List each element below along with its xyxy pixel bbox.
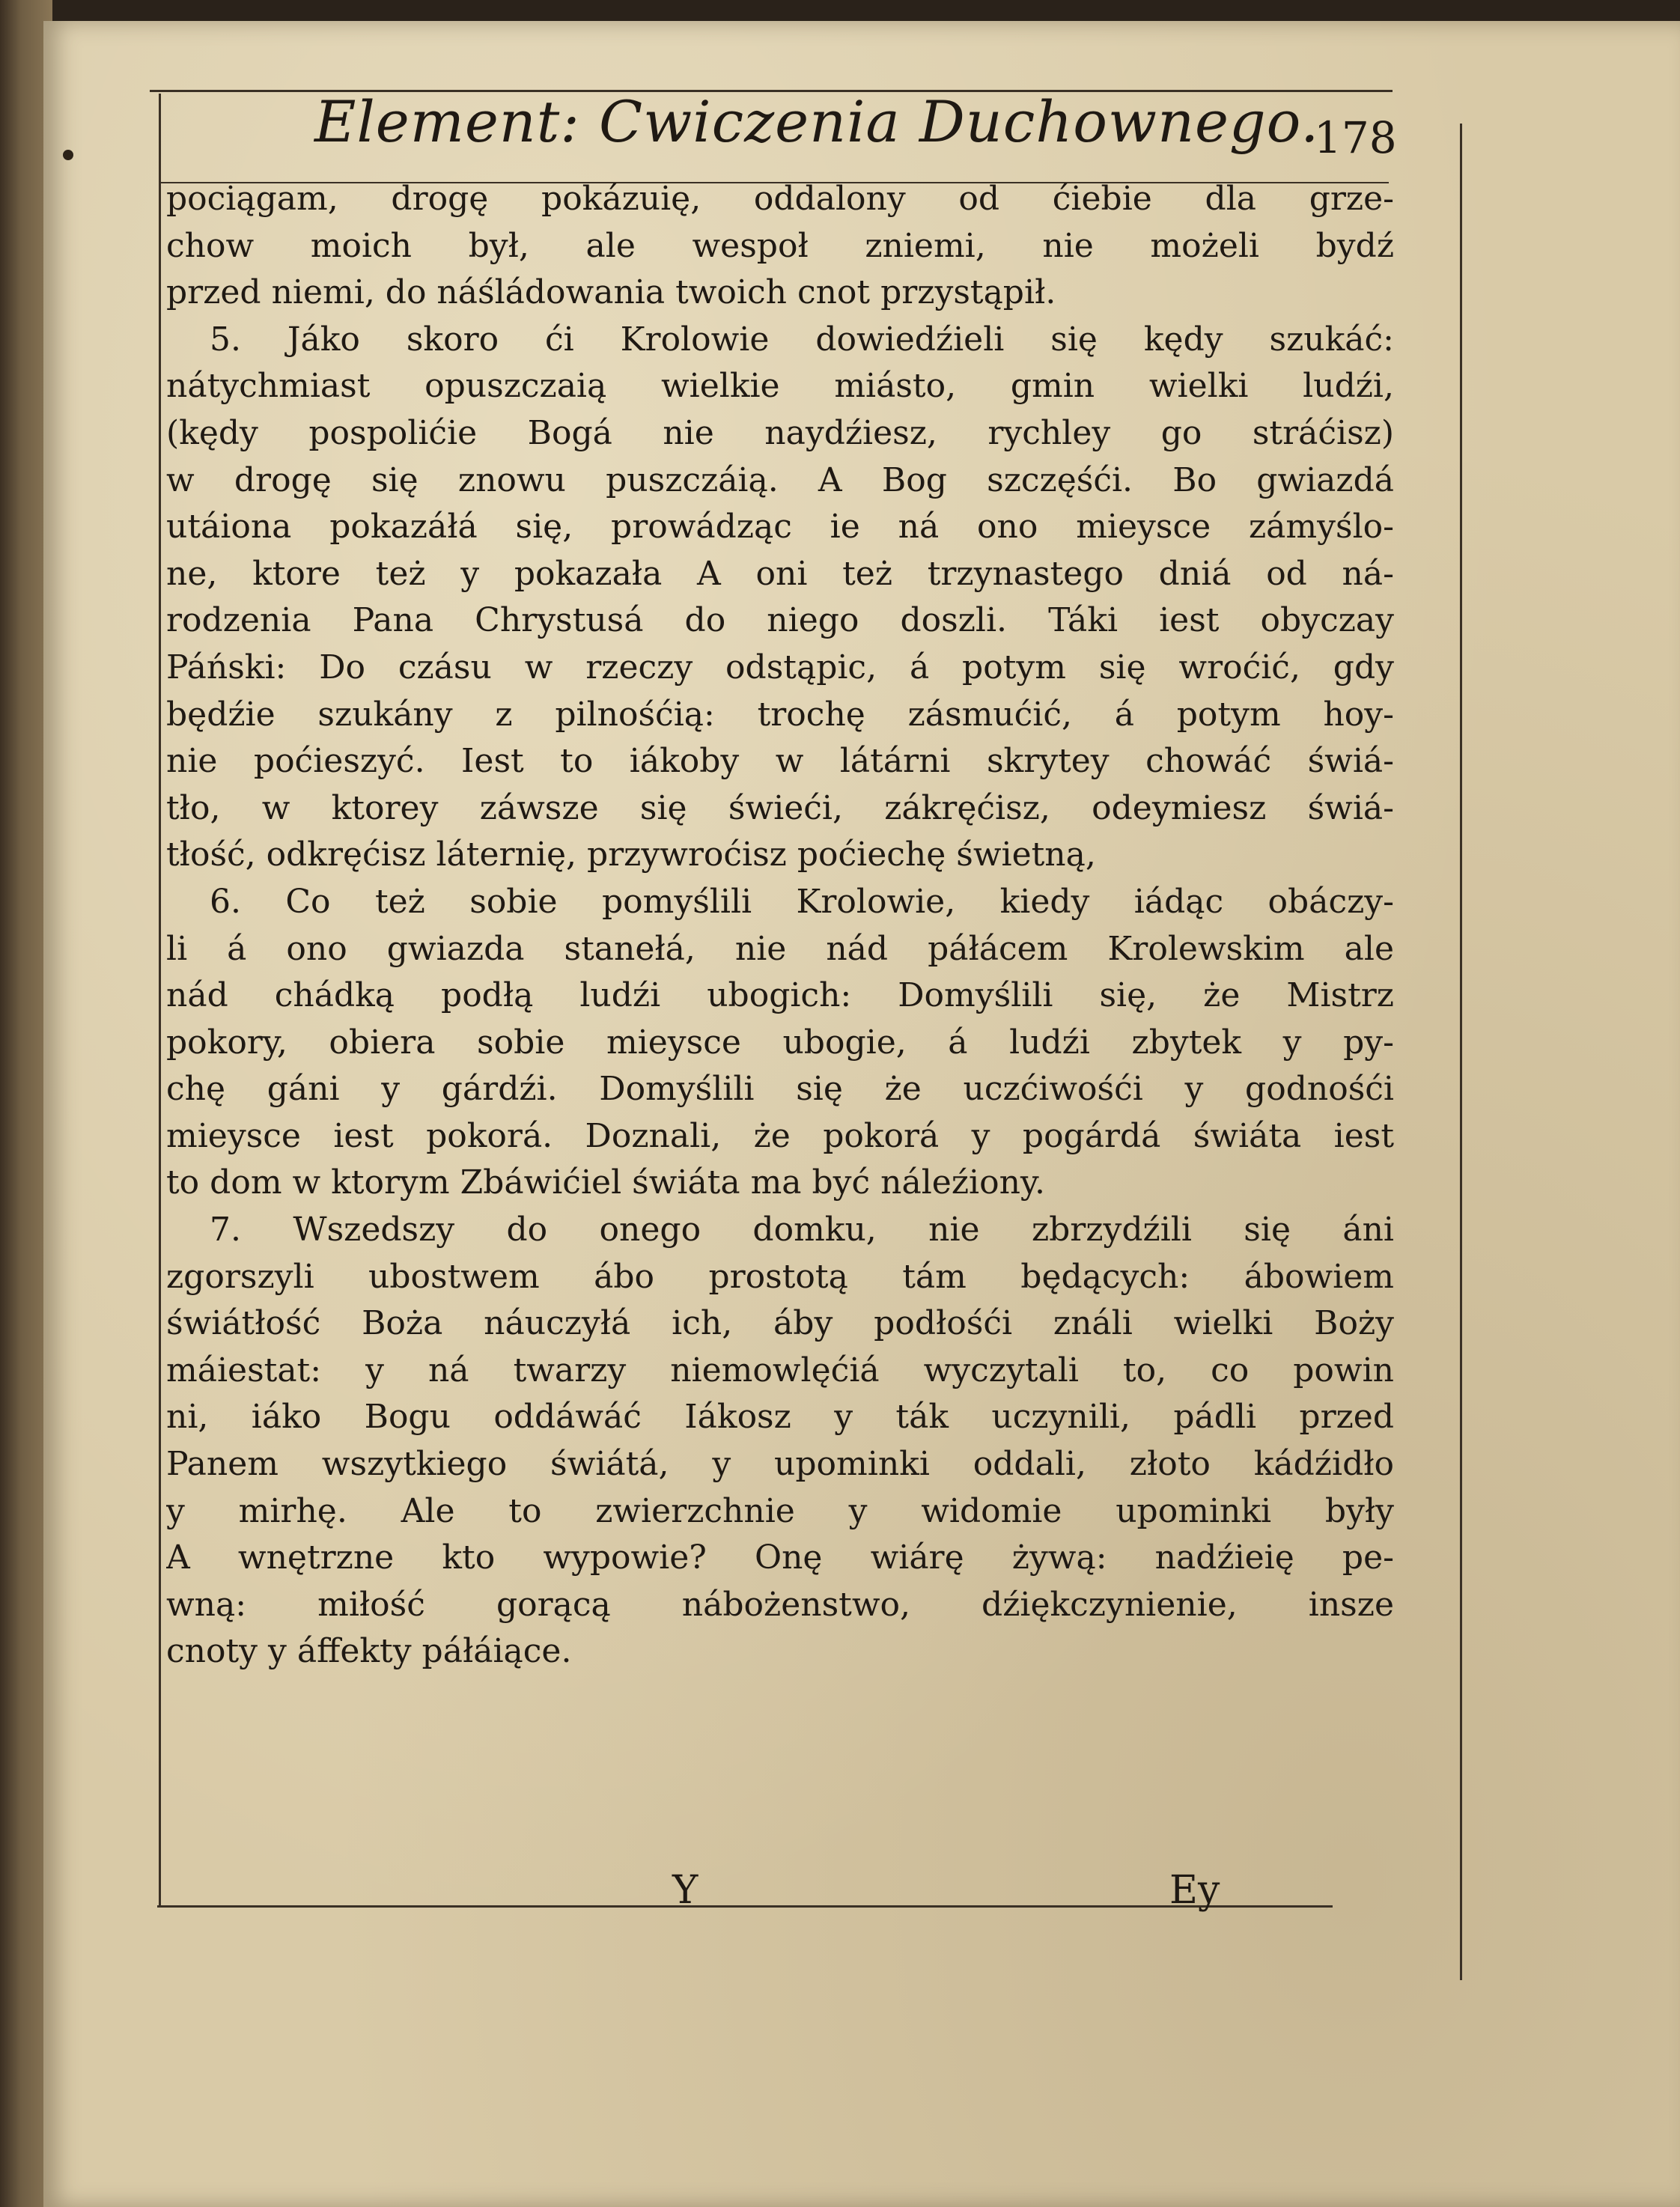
body-text [166,176,1394,1675]
text-line: tłość, odkręćisz láternię, przywroćisz poćiechę świetną, [166,835,1096,874]
text-line: ni, iáko Bogu oddáwáć Iákosz y ták uczynili, pádli przed [166,1398,1394,1437]
text-line: tło, w ktorey záwsze się świeći, zákręćisz, odeymiesz świá- [166,788,1394,827]
text-line: przed niemi, do náśládowania twoich cnot przystąpił. [166,273,1056,312]
text-line: pociągam, drogę pokázuię, oddalony od ćiebie dla grze- [166,180,1394,218]
text-line: (kędy pospolićie Bogá nie naydźiesz, rychley go stráćisz) [166,413,1394,452]
text-line: w drogę się znowu puszczáią. A Bog szczęśći. Bo gwiazdá [166,460,1394,499]
text-line: Páński: Do czásu w rzeczy odstąpic, á potym się wroćić, gdy [166,648,1394,687]
frame-rule-left [159,94,161,1905]
text-line: máiestat: y ná twarzy niemowlęćiá wyczytali to, co powin [166,1351,1394,1389]
text-line: cnoty y áffekty páłáiące. [166,1632,572,1671]
ink-spot [63,150,73,160]
text-line: A wnętrzne kto wypowie? Onę wiárę żywą: nadźieię pe- [166,1538,1394,1577]
text-line: 6. Co też sobie pomyślili Krolowie, kiedy iádąc obáczy- [210,882,1394,921]
text-line: to dom w ktorym Zbáwićiel świáta ma być náleźiony. [166,1163,1045,1202]
text-line: nie poćieszyć. Iest to iákoby w látárni skrytey chowáć świá- [166,742,1394,781]
text-line: nád chádką podłą ludźi ubogich: Domyślili się, że Mistrz [166,976,1394,1015]
text-line: utáiona pokazáłá się, prowádząc ie ná ono mieysce zámyślo- [166,508,1394,547]
catchword: Ey [1169,1868,1220,1913]
text-line: chę gáni y gárdźi. Domyślili się że uczćiwośći y godnośći [166,1070,1394,1109]
text-line: będźie szukány z pilnośćią: trochę zásmućić, á potym hoy- [166,695,1394,734]
text-line: 5. Jáko skoro ći Krolowie dowiedźieli się kędy szukáć: [210,320,1394,359]
text-line: zgorszyli ubostwem ábo prostotą tám będących: ábowiem [166,1257,1394,1296]
text-line: pokory, obiera sobie mieysce ubogie, á ludźi zbytek y py- [166,1023,1394,1062]
text-line: chow moich był, ale wespoł zniemi, nie możeli bydź [166,226,1394,265]
text-line: mieysce iest pokorá. Doznali, że pokorá y pogárdá świáta iest [166,1116,1394,1155]
text-line: rodzenia Pana Chrystusá do niego doszli. Táki iest obyczay [166,601,1394,640]
text-line: 7. Wszedszy do onego domku, nie zbrzydźili się áni [210,1211,1394,1249]
frame-rule-right [1460,124,1462,1980]
text-line: nátychmiast opuszczaią wielkie miásto, gmin wielki ludźi, [166,367,1394,406]
text-line: y mirhę. Ale to zwierzchnie y widomie upominki były [166,1491,1394,1530]
text-line: świátłość Boża náuczyłá ich, áby podłośći ználi wielki Boży [166,1304,1394,1343]
text-line: Panem wszytkiego świátá, y upominki oddali, złoto kádźidło [166,1445,1394,1484]
text-line: ne, ktore też y pokazała A oni też trzynastego dniá od ná- [166,554,1394,593]
text-line: wną: miłość gorącą nábożenstwo, dźiękczynienie, insze [166,1585,1394,1624]
page-number: 178 [1314,112,1397,163]
text-line: li á ono gwiazda stanełá, nie nád páłácem Krolewskim ale [166,929,1394,968]
signature-mark: Y [672,1868,699,1913]
footer-rule [157,1905,1333,1908]
running-head: Element: Cwiczenia Duchownego. [314,88,1320,155]
